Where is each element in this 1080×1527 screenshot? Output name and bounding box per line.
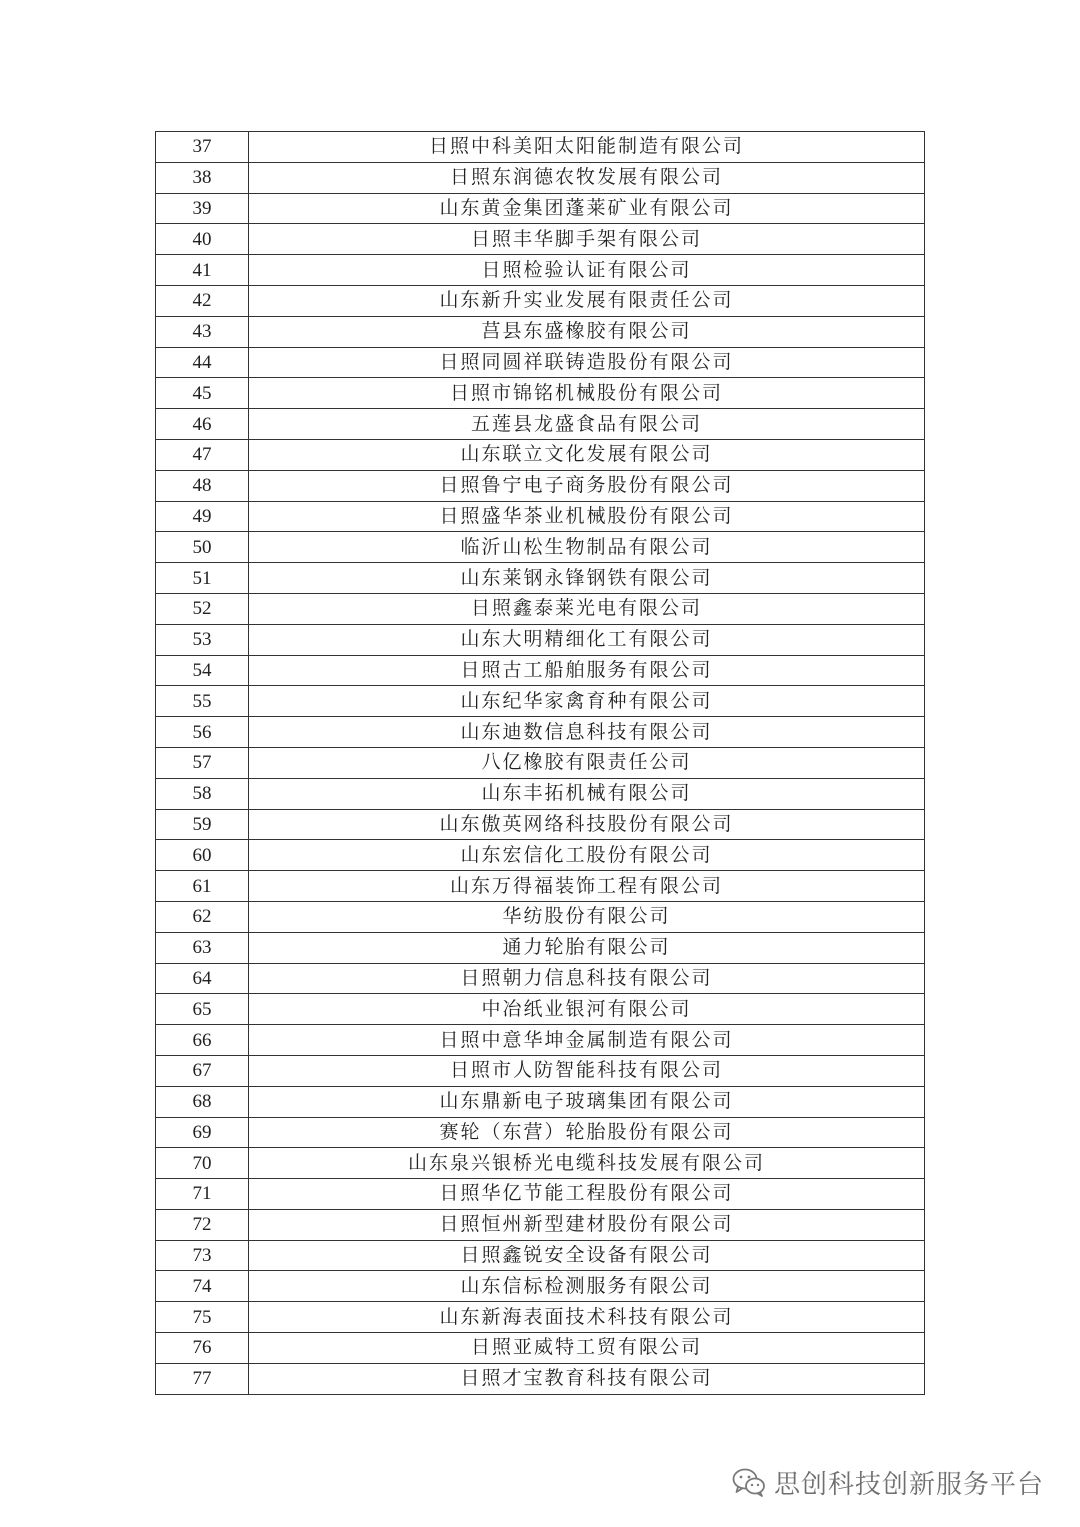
table-body <box>156 132 925 1395</box>
table-row <box>156 132 925 163</box>
row-number-cell: 47 <box>156 439 249 470</box>
company-name-cell: 日照鑫泰莱光电有限公司 <box>249 593 925 624</box>
table-row <box>156 532 925 563</box>
company-name-cell: 日照才宝教育科技有限公司 <box>249 1363 925 1394</box>
company-name-cell: 山东新升实业发展有限责任公司 <box>249 285 925 316</box>
table-row <box>156 686 925 717</box>
table-row <box>156 1086 925 1117</box>
row-number-cell: 59 <box>156 809 249 840</box>
table-row <box>156 439 925 470</box>
table-row <box>156 1055 925 1086</box>
row-number-cell: 72 <box>156 1209 249 1240</box>
company-list-table <box>155 131 925 1395</box>
row-number-cell: 52 <box>156 593 249 624</box>
company-name-cell: 五莲县龙盛食品有限公司 <box>249 409 925 440</box>
row-number-cell: 45 <box>156 378 249 409</box>
row-number-cell: 69 <box>156 1117 249 1148</box>
company-name-cell: 通力轮胎有限公司 <box>249 932 925 963</box>
row-number-cell: 65 <box>156 994 249 1025</box>
table-row <box>156 1240 925 1271</box>
company-name-cell: 日照丰华脚手架有限公司 <box>249 224 925 255</box>
row-number-cell: 46 <box>156 409 249 440</box>
company-name-cell: 山东信标检测服务有限公司 <box>249 1271 925 1302</box>
table-row <box>156 871 925 902</box>
company-name-cell: 山东纪华家禽育种有限公司 <box>249 686 925 717</box>
company-name-cell: 山东新海表面技术科技有限公司 <box>249 1302 925 1333</box>
table-row <box>156 778 925 809</box>
row-number-cell: 75 <box>156 1302 249 1333</box>
wechat-icon <box>732 1467 766 1497</box>
company-name-cell: 山东黄金集团蓬莱矿业有限公司 <box>249 193 925 224</box>
company-name-cell: 山东莱钢永锋钢铁有限公司 <box>249 563 925 594</box>
row-number-cell: 70 <box>156 1148 249 1179</box>
table-row <box>156 409 925 440</box>
row-number-cell: 48 <box>156 470 249 501</box>
table-row <box>156 1148 925 1179</box>
company-name-cell: 山东傲英网络科技股份有限公司 <box>249 809 925 840</box>
row-number-cell: 60 <box>156 840 249 871</box>
table-row <box>156 1179 925 1210</box>
company-name-cell: 华纺股份有限公司 <box>249 901 925 932</box>
table-row <box>156 624 925 655</box>
company-name-cell: 日照东润德农牧发展有限公司 <box>249 162 925 193</box>
company-name-cell: 山东迪数信息科技有限公司 <box>249 717 925 748</box>
company-name-cell: 日照恒州新型建材股份有限公司 <box>249 1209 925 1240</box>
company-name-cell: 日照市锦铭机械股份有限公司 <box>249 378 925 409</box>
table-row <box>156 1271 925 1302</box>
company-name-cell: 山东丰拓机械有限公司 <box>249 778 925 809</box>
table-row <box>156 1363 925 1394</box>
table-row <box>156 501 925 532</box>
row-number-cell: 57 <box>156 747 249 778</box>
table-row <box>156 316 925 347</box>
table-row <box>156 1302 925 1333</box>
row-number-cell: 77 <box>156 1363 249 1394</box>
table-row <box>156 255 925 286</box>
table-row <box>156 1117 925 1148</box>
row-number-cell: 41 <box>156 255 249 286</box>
table-row <box>156 162 925 193</box>
row-number-cell: 54 <box>156 655 249 686</box>
row-number-cell: 58 <box>156 778 249 809</box>
company-name-cell: 日照中意华坤金属制造有限公司 <box>249 1025 925 1056</box>
table-row <box>156 655 925 686</box>
company-name-cell: 日照朝力信息科技有限公司 <box>249 963 925 994</box>
company-name-cell: 日照亚威特工贸有限公司 <box>249 1333 925 1364</box>
row-number-cell: 44 <box>156 347 249 378</box>
row-number-cell: 66 <box>156 1025 249 1056</box>
company-name-cell: 日照鲁宁电子商务股份有限公司 <box>249 470 925 501</box>
row-number-cell: 76 <box>156 1333 249 1364</box>
company-name-cell: 山东万得福装饰工程有限公司 <box>249 871 925 902</box>
company-name-cell: 日照鑫锐安全设备有限公司 <box>249 1240 925 1271</box>
company-name-cell: 八亿橡胶有限责任公司 <box>249 747 925 778</box>
row-number-cell: 62 <box>156 901 249 932</box>
company-name-cell: 山东大明精细化工有限公司 <box>249 624 925 655</box>
row-number-cell: 56 <box>156 717 249 748</box>
table-row <box>156 593 925 624</box>
row-number-cell: 40 <box>156 224 249 255</box>
table-row <box>156 963 925 994</box>
company-name-cell: 山东泉兴银桥光电缆科技发展有限公司 <box>249 1148 925 1179</box>
row-number-cell: 63 <box>156 932 249 963</box>
table-row <box>156 470 925 501</box>
row-number-cell: 38 <box>156 162 249 193</box>
company-name-cell: 日照检验认证有限公司 <box>249 255 925 286</box>
table-row <box>156 932 925 963</box>
company-name-cell: 中冶纸业银河有限公司 <box>249 994 925 1025</box>
row-number-cell: 51 <box>156 563 249 594</box>
row-number-cell: 42 <box>156 285 249 316</box>
watermark-text: 思创科技创新服务平台 <box>773 1469 1044 1500</box>
row-number-cell: 73 <box>156 1240 249 1271</box>
table-row <box>156 809 925 840</box>
table-row <box>156 1333 925 1364</box>
company-name-cell: 日照盛华茶业机械股份有限公司 <box>249 501 925 532</box>
row-number-cell: 49 <box>156 501 249 532</box>
company-name-cell: 日照市人防智能科技有限公司 <box>249 1055 925 1086</box>
table-row <box>156 378 925 409</box>
company-name-cell: 日照中科美阳太阳能制造有限公司 <box>249 132 925 163</box>
row-number-cell: 67 <box>156 1055 249 1086</box>
table-row <box>156 347 925 378</box>
row-number-cell: 53 <box>156 624 249 655</box>
row-number-cell: 64 <box>156 963 249 994</box>
table-row <box>156 901 925 932</box>
company-name-cell: 赛轮（东营）轮胎股份有限公司 <box>249 1117 925 1148</box>
table-row <box>156 193 925 224</box>
row-number-cell: 74 <box>156 1271 249 1302</box>
table-row <box>156 717 925 748</box>
company-name-cell: 日照同圆祥联铸造股份有限公司 <box>249 347 925 378</box>
company-list-table-container <box>155 131 925 1395</box>
company-name-cell: 日照华亿节能工程股份有限公司 <box>249 1179 925 1210</box>
row-number-cell: 71 <box>156 1179 249 1210</box>
table-row <box>156 840 925 871</box>
row-number-cell: 39 <box>156 193 249 224</box>
table-row <box>156 1209 925 1240</box>
table-row <box>156 224 925 255</box>
row-number-cell: 50 <box>156 532 249 563</box>
table-row <box>156 747 925 778</box>
company-name-cell: 莒县东盛橡胶有限公司 <box>249 316 925 347</box>
company-name-cell: 日照古工船舶服务有限公司 <box>249 655 925 686</box>
company-name-cell: 山东联立文化发展有限公司 <box>249 439 925 470</box>
row-number-cell: 43 <box>156 316 249 347</box>
row-number-cell: 61 <box>156 871 249 902</box>
row-number-cell: 37 <box>156 132 249 163</box>
watermark <box>732 1462 1044 1502</box>
row-number-cell: 55 <box>156 686 249 717</box>
company-name-cell: 临沂山松生物制品有限公司 <box>249 532 925 563</box>
table-row <box>156 285 925 316</box>
company-name-cell: 山东宏信化工股份有限公司 <box>249 840 925 871</box>
row-number-cell: 68 <box>156 1086 249 1117</box>
table-row <box>156 563 925 594</box>
table-row <box>156 1025 925 1056</box>
company-name-cell: 山东鼎新电子玻璃集团有限公司 <box>249 1086 925 1117</box>
table-row <box>156 994 925 1025</box>
